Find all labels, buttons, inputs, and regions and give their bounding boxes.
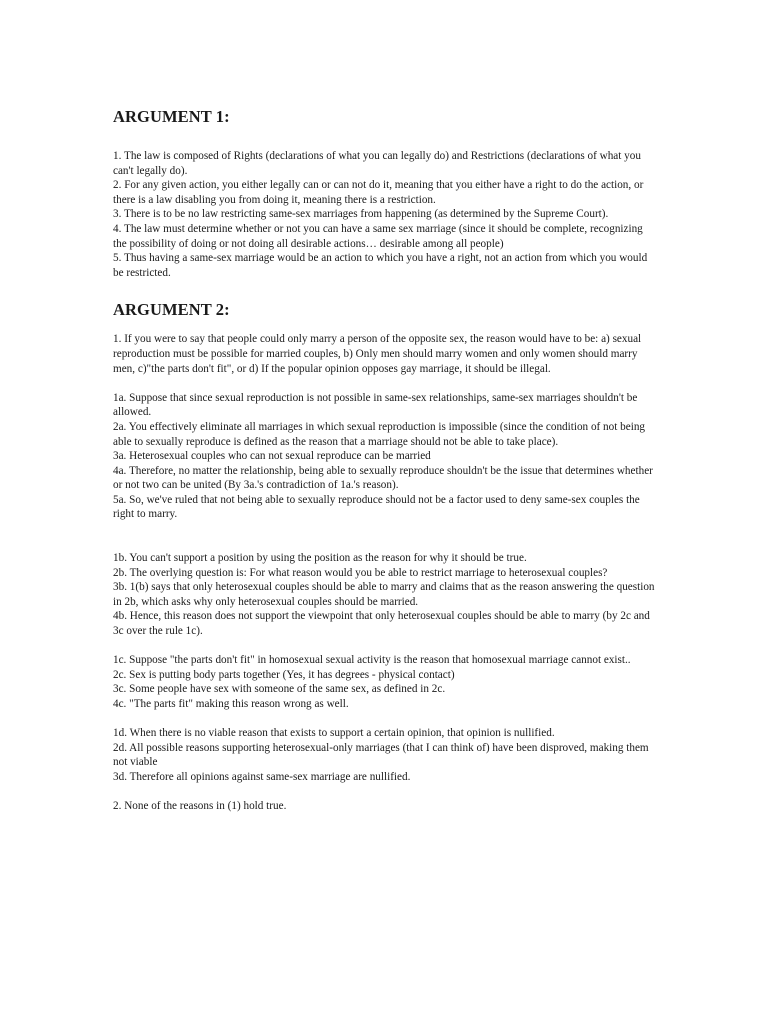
argument-2-a-line-5: 5a. So, we've ruled that not being able to sexually reproduce should not be a factor used to deny same-sex couples the right to marry. [113, 493, 640, 521]
argument-1-body [113, 149, 658, 280]
argument-1-line-5: 5. Thus having a same-sex marriage would be an action to which you have a right, not an action from which you would be restricted. [113, 252, 648, 279]
argument-2-b-line-3: 3b. 1(b) says that only heterosexual couples should be able to marry and claims that as the reason answering the question in 2b, which asks why only heterosexual couples should be married. [113, 581, 655, 608]
argument-2-c-line-1: 1c. Suppose "the parts don't fit" in homosexual sexual activity is the reason that homosexual marriage cannot exist.. [113, 654, 631, 667]
argument-2-d-line-2: 2d. All possible reasons supporting heterosexual-only marriages (that I can think of) have been disproved, making them not viable [113, 741, 649, 769]
argument-1-line-4: 4. The law must determine whether or not you can have a same sex marriage (since it should be complete, recognizing the possibility of doing or not doing all desirable actions… desirable among all people) [113, 222, 643, 250]
argument-2-b-line-4: 4b. Hence, this reason does not support the viewpoint that only heterosexual couples should be able to marry (by 2c and 3c over the rule 1c). [113, 610, 650, 638]
argument-2-b-line-1: 1b. You can't support a position by using the position as the reason for why it should be true. [113, 552, 527, 565]
argument-2-b-line-2: 2b. The overlying question is: For what reason would you be able to restrict marriage to heterosexual couples? [113, 566, 608, 579]
argument-2-heading: ARGUMENT 2: [113, 300, 230, 320]
argument-2-c-line-4: 4c. "The parts fit" making this reason wrong as well. [113, 698, 349, 710]
argument-2-conclusion: 2. None of the reasons in (1) hold true. [113, 800, 287, 813]
document-page [113, 108, 658, 814]
argument-2-a-line-2: 2a. You effectively eliminate all marriages in which sexual reproduction is impossible (since the condition of not being able to sexually reproduce is defined as the reason that a marriage should not be able to take place). [113, 420, 646, 448]
argument-2-a-line-4: 4a. Therefore, no matter the relationship, being able to sexually reproduce shouldn't be the issue that determines whether or not two can be united (By 3a.'s contradiction of 1a.'s reason). [113, 464, 653, 492]
argument-2-d-line-3: 3d. Therefore all opinions against same-sex marriage are nullified. [113, 770, 411, 783]
argument-2-a-line-3: 3a. Heterosexual couples who can not sexual reproduce can be married [113, 450, 431, 463]
argument-1-heading: ARGUMENT 1: [113, 107, 230, 126]
argument-2-d-line-1: 1d. When there is no viable reason that exists to support a certain opinion, that opinion is nullified. [113, 727, 555, 740]
argument-2-intro: 1. If you were to say that people could only marry a person of the opposite sex, the reason would have to be: a) sexual reproduction must be possible for married couples, b) Only men should marry women and only women should marry men, c)"the parts don't fit", or d) If the popular opinion opposes gay marriage, it should be illegal. [113, 333, 642, 375]
argument-1-line-1: 1. The law is composed of Rights (declarations of what you can legally do) and Restrictions (declarations of what you can't legally do). [113, 150, 641, 177]
argument-2-c-line-2: 2c. Sex is putting body parts together (Yes, it has degrees - physical contact) [113, 668, 455, 681]
argument-1-line-3: 3. There is to be no law restricting same-sex marriages from happening (as determined by the Supreme Court). [113, 208, 609, 221]
argument-2-body [113, 332, 658, 813]
argument-1-line-2: 2. For any given action, you either legally can or can not do it, meaning that you either have a right to do the action, or there is a law disabling you from doing it, meaning there is a restriction. [113, 179, 644, 206]
argument-2-a-line-1: 1a. Suppose that since sexual reproduction is not possible in same-sex relationships, same-sex marriages shouldn't be allowed. [113, 391, 638, 419]
argument-2-c-line-3: 3c. Some people have sex with someone of the same sex, as defined in 2c. [113, 683, 446, 696]
